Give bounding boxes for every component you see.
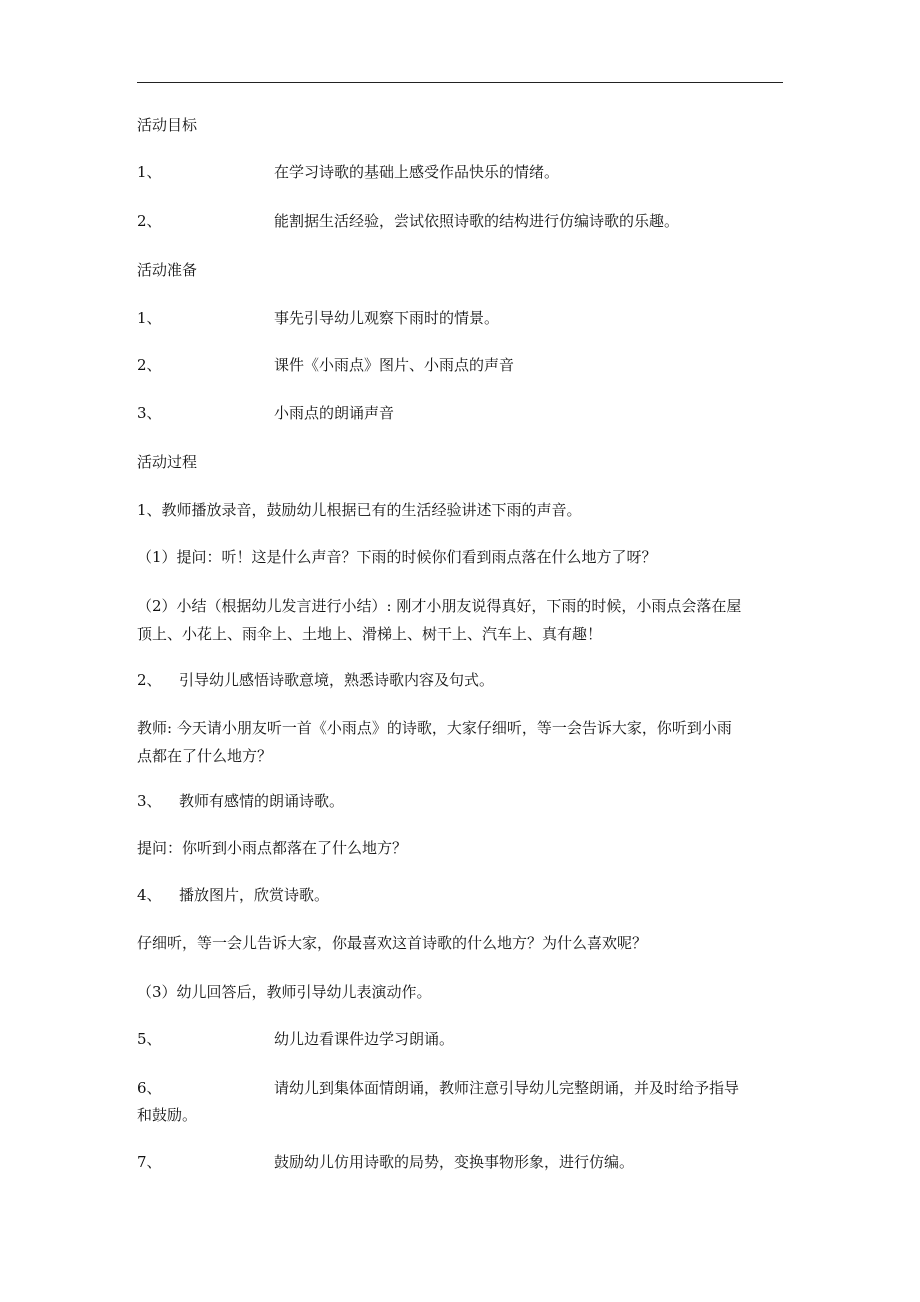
prep-item-3 xyxy=(137,398,783,428)
step-text: 鼓励幼儿仿用诗歌的局势，变换事物形象，进行仿编。 xyxy=(274,1153,635,1171)
process-step-4 xyxy=(137,880,783,910)
process-summary-line-1: （2）小结（根据幼儿发言进行小结）: 刚才小朋友说得真好，下雨的时候，小雨点会落在屋 xyxy=(137,597,742,615)
header-divider xyxy=(137,82,783,83)
step-text: 播放图片，欣赏诗歌。 xyxy=(179,886,330,904)
prep-number: 1、 xyxy=(137,309,162,327)
prep-text: 事先引导幼儿观察下雨时的情景。 xyxy=(274,309,500,327)
goal-text: 能割据生活经验，尝试依照诗歌的结构进行仿编诗歌的乐趣。 xyxy=(274,212,680,230)
step-text: 请幼儿到集体面情朗诵，教师注意引导幼儿完整朗诵，并及时给予指导 xyxy=(274,1079,740,1097)
process-step-7 xyxy=(137,1147,783,1177)
process-step-6-continued: 和鼓励。 xyxy=(137,1106,198,1124)
goal-number: 2、 xyxy=(137,212,162,230)
step-number: 5、 xyxy=(137,1030,162,1048)
prep-item-1 xyxy=(137,303,783,333)
step-number: 3、 xyxy=(137,792,162,810)
teacher-line-1: 教师: 今天请小朋友听一首《小雨点》的诗歌，大家仔细听，等一会告诉大家，你听到小雨 xyxy=(137,719,732,737)
step-text: 教师有感情的朗诵诗歌。 xyxy=(179,792,345,810)
prep-number: 2、 xyxy=(137,356,162,374)
process-summary-line-2: 顶上、小花上、雨伞上、土地上、滑梯上、树干上、汽车上、真有趣！ xyxy=(137,625,603,643)
process-listen: 仔细听，等一会儿告诉大家，你最喜欢这首诗歌的什么地方？为什么喜欢呢？ xyxy=(137,934,648,952)
step-number: 7、 xyxy=(137,1153,162,1171)
process-ask: 提问：你听到小雨点都落在了什么地方？ xyxy=(137,839,408,857)
process-step-5 xyxy=(137,1024,783,1054)
process-step-2 xyxy=(137,665,783,695)
process-question-3: （3）幼儿回答后，教师引导幼儿表演动作。 xyxy=(137,983,432,1001)
section-heading-prep: 活动准备 xyxy=(137,261,198,279)
goal-item-1 xyxy=(137,157,783,187)
process-question-1: （1）提问：听！这是什么声音？下雨的时候你们看到雨点落在什么地方了呀？ xyxy=(137,548,657,566)
step-number: 2、 xyxy=(137,671,162,689)
goal-text: 在学习诗歌的基础上感受作品快乐的情绪。 xyxy=(274,163,560,181)
teacher-line-2: 点都在了什么地方？ xyxy=(137,747,273,765)
step-number: 6、 xyxy=(137,1079,162,1097)
prep-text: 课件《小雨点》图片、小雨点的声音 xyxy=(274,356,515,374)
process-step-1: 1、教师播放录音，鼓励幼儿根据已有的生活经验讲述下雨的声音。 xyxy=(137,501,582,519)
step-text: 幼儿边看课件边学习朗诵。 xyxy=(274,1030,455,1048)
step-text: 引导幼儿感悟诗歌意境，熟悉诗歌内容及句式。 xyxy=(179,671,495,689)
process-step-6 xyxy=(137,1073,783,1103)
section-heading-goals: 活动目标 xyxy=(137,116,198,134)
step-number: 4、 xyxy=(137,886,162,904)
section-heading-process: 活动过程 xyxy=(137,453,198,471)
prep-text: 小雨点的朗诵声音 xyxy=(274,404,395,422)
goal-number: 1、 xyxy=(137,163,162,181)
process-step-3 xyxy=(137,786,783,816)
prep-item-2 xyxy=(137,350,783,380)
goal-item-2 xyxy=(137,206,783,236)
prep-number: 3、 xyxy=(137,404,162,422)
